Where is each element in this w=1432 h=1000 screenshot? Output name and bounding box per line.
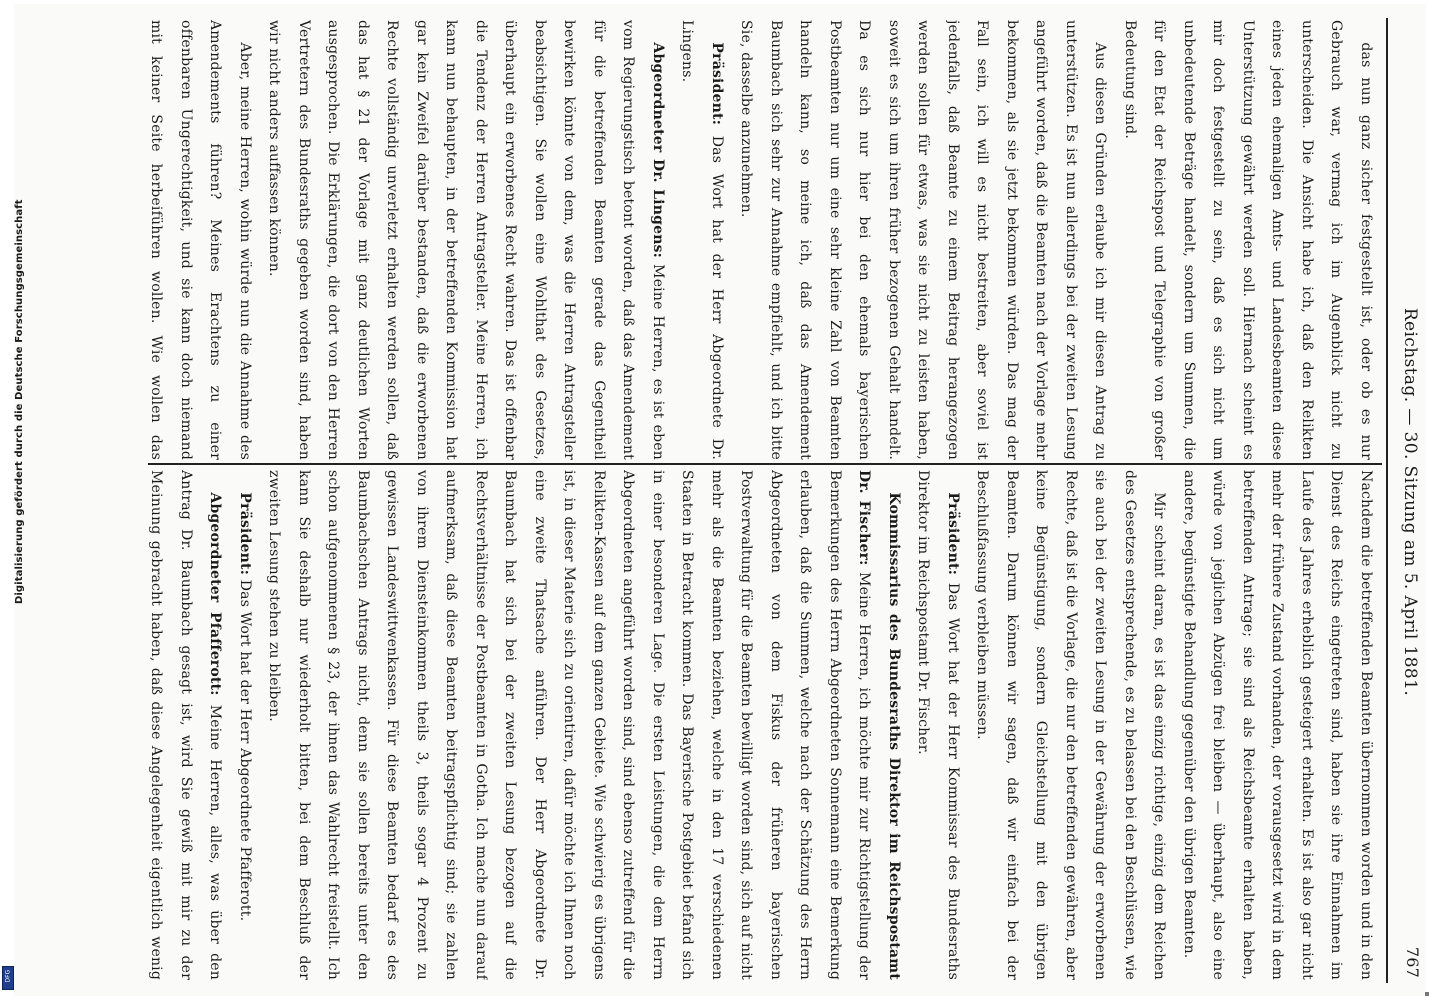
dfg-credit-text: Digitalisierung gefördert durch die Deutsche Forschungsgemeinschaft	[14, 199, 25, 604]
remark-text: Das Wort hat der Herr Abgeordnete Dr. Lingens.	[679, 20, 725, 460]
speech-fischer	[259, 470, 908, 980]
paragraph: Aus diesen Gründen erlaube ich mir diesen Antrag zu unterstützen. Es ist nun allerdings bei der zweiten Lesung angeführt worden, daß die Beamten nach der Vorlage mehr bekommen, als sie jetzt bekommen würden. Das mag der Fall sein, ich will es nicht bestreiten, aber soviel ist jedenfalls, daß Beamte zu einem Beitrag herangezogen werden sollen für etwas, was sie nicht zu leisten haben, soweit es sich um ihren früher bezogenen Gehalt handelt. Da es sich nur hier bei den ehemals bayerischen Postbeamten nur um eine sehr kleine Zahl von Beamten handeln kann, so meine ich, daß das Amendement Baumbach sich sehr zur Annahme empfiehlt, und ich bitte Sie, dasselbe anzunehmen.	[738, 20, 1109, 460]
remark-text: Das Wort hat der Herr Abgeordnete Pfafferott.	[237, 579, 253, 922]
speech-text: Meine Herren, es ist eben vom Regierungstisch betont worden, daß das Amendement für die betreffenden Beamten gerade das Gegentheil bewirken könnte von dem, was die Herren Antragsteller beabsichtigen. Sie wollen eine Wohlthat des Gesetzes, überhaupt ein erworbenes Recht wahren. Das ist offenbar die Tendenz der Herren Antragsteller. Meine Herren, ich kann nun behaupten, in der betreffenden Kommission hat gar kein Zweifel darüber bestanden, daß die erworbenen Rechte vollständig unverletzt erhalten werden sollen, daß das hat § 21 der Vorlage mit ganz deutlichen Worten ausgesprochen. Die Erklärungen, die dort von den Herren Vertretern des Bundesraths gegeben worden sind, haben wir nicht anders auffassen können.	[266, 20, 666, 460]
speech-lingens	[259, 20, 672, 460]
president-remark	[230, 470, 260, 980]
speaker-label: Präsident:	[709, 42, 725, 126]
column-divider	[148, 463, 1382, 465]
credit-strip	[0, 0, 25, 1000]
column-2	[140, 470, 1380, 980]
paragraph: Aber, meine Herren, wohin würde nun die Annahme des Amendements führen? Meines Erachtens zu einer offenbaren Ungerechtigkeit, und sie kann doch niemand mit keiner Seite herbeiführen wollen. Wie wollen das	[148, 20, 253, 460]
speech-pfafferott	[140, 470, 230, 980]
speaker-label: Präsident:	[237, 492, 253, 576]
paragraph: das nun ganz sicher festgestellt ist, oder ob es nur Gebrauch war, vermag ich im Augenblick nicht zu unterscheiden. Die Ansicht habe ich, daß den Relikten eines jeden ehemaligen Amts- und Landesbeamten diese Unterstützung gewährt werden soll. Hiernach scheint es mir doch festgestellt zu sein, daß es sich nicht um unbedeutende Beträge handelt, sondern um Summen, die für den Etat der Reichspost und Telegraphie von großer Bedeutung sind.	[1122, 20, 1374, 460]
speaker-label: Abgeordneter Dr. Lingens:	[650, 42, 666, 259]
header-rule	[1386, 18, 1388, 983]
speech-text: Meine Herren, alles, was über den Antrag Dr. Baumbach gesagt ist, wird Sie gewiß mit mir zu der Meinung gebracht haben, daß diese Angelegenheit eigentlich wenig	[148, 470, 224, 980]
scan-edge-mark	[1425, 992, 1429, 996]
president-remark	[672, 20, 731, 460]
column-1	[140, 20, 1380, 460]
page-number: 767	[1403, 946, 1422, 978]
dfg-logo: DFG	[2, 966, 14, 990]
paragraph: Nachdem die betreffenden Beamten übernommen worden und in den Dienst des Reichs eingetreten sind, haben sie ihre Einnahmen im Laufe des Jahres erheblich gesteigert erhalten. Es ist also gar nicht mehr der frühere Zustand vorhanden, der vorausgesetzt wird in dem betreffenden Antrage; sie sind als Reichsbeamte erhalten haben, würde von jeglichen Abzügen frei bleiben — überhaupt, also eine andere, begünstigte Behandlung gegenüber den übrigen Beamten.	[1181, 470, 1374, 980]
remark-text: Das Wort hat der Herr Kommissar des Bundesraths Direktor im Reichspostamt Dr. Fischer.	[915, 470, 961, 980]
speaker-label: Abgeordneter Pfafferott:	[207, 492, 224, 696]
speaker-label: Kommissarius des Bundesraths Direktor im Reichspostamt Dr. Fischer:	[856, 470, 902, 980]
paragraph: Mir scheint daran, es ist das einzig richtige, einzig dem Reichen des Gesetzes entsprechende, es zu belassen bei den Beschlüssen, wie sie auch bei der zweiten Lesung in der Gewährung der erworbenen Rechte, daß ist die Vorlage, die nur den betreffenden gewähren, aber keine Begünstigung, sondern Gleichstellung mit den übrigen Beamten. Darum können wir sagen, daß wir einfach bei der Beschlußfassung verbleiben müssen.	[974, 470, 1168, 980]
running-header: Reichstag. — 30. Sitzung am 5. April 1881.	[1400, 307, 1420, 697]
president-remark	[908, 470, 967, 980]
speech-text: Meine Herren, ich möchte mir zur Richtigstellung der Bemerkungen des Herrn Abgeordneten Sonnemann eine Bemerkung erlauben, daß die Summen, welche nach der Schätzung des Herrn Abgeordneten von dem Fiskus der früheren bayerischen Postverwaltung für die Beamten bewilligt worden sind, sich auf nicht mehr als die Beamten beziehen, welche in den 17 verschiedenen Staaten in Betracht kommen. Das Bayerische Postgebiet befand sich in einer besonderen Lage. Die ersten Leistungen, die dem Herrn Abgeordneten angeführt worden sind, sind ebenso zutreffend für die Relikten-Kassen auf dem ganzen Gebiete. Wie schwierig es übrigens ist, in dieser Materie sich zu orientiren, dafür möchte ich Ihnen noch eine zweite Thatsache anführen. Der Herr Abgeordnete Dr. Baumbach hat sich bei der zweiten Lesung bezogen auf die Rechtsverhältnisse der Postbeamten in Gotha. Ich mache nun darauf aufmerksam, daß diese Beamten beitragspflichtig sind; sie zahlen von ihrem Diensteinkommen theils 3, theils sogar 4 Prozent zu gewissen Landeswittwenkassen. Für diese Beamten bedarf es des Baumbachschen Antrags nicht, denn sie sollen bereits unter den schon aufgenommenen § 23, der ihnen das Wahlrecht freistellt. Ich kann Sie deshalb nur wiederholt bitten, bei dem Beschluß der zweiten Lesung stehen zu bleiben.	[266, 470, 873, 980]
speaker-label: Präsident:	[945, 492, 961, 576]
